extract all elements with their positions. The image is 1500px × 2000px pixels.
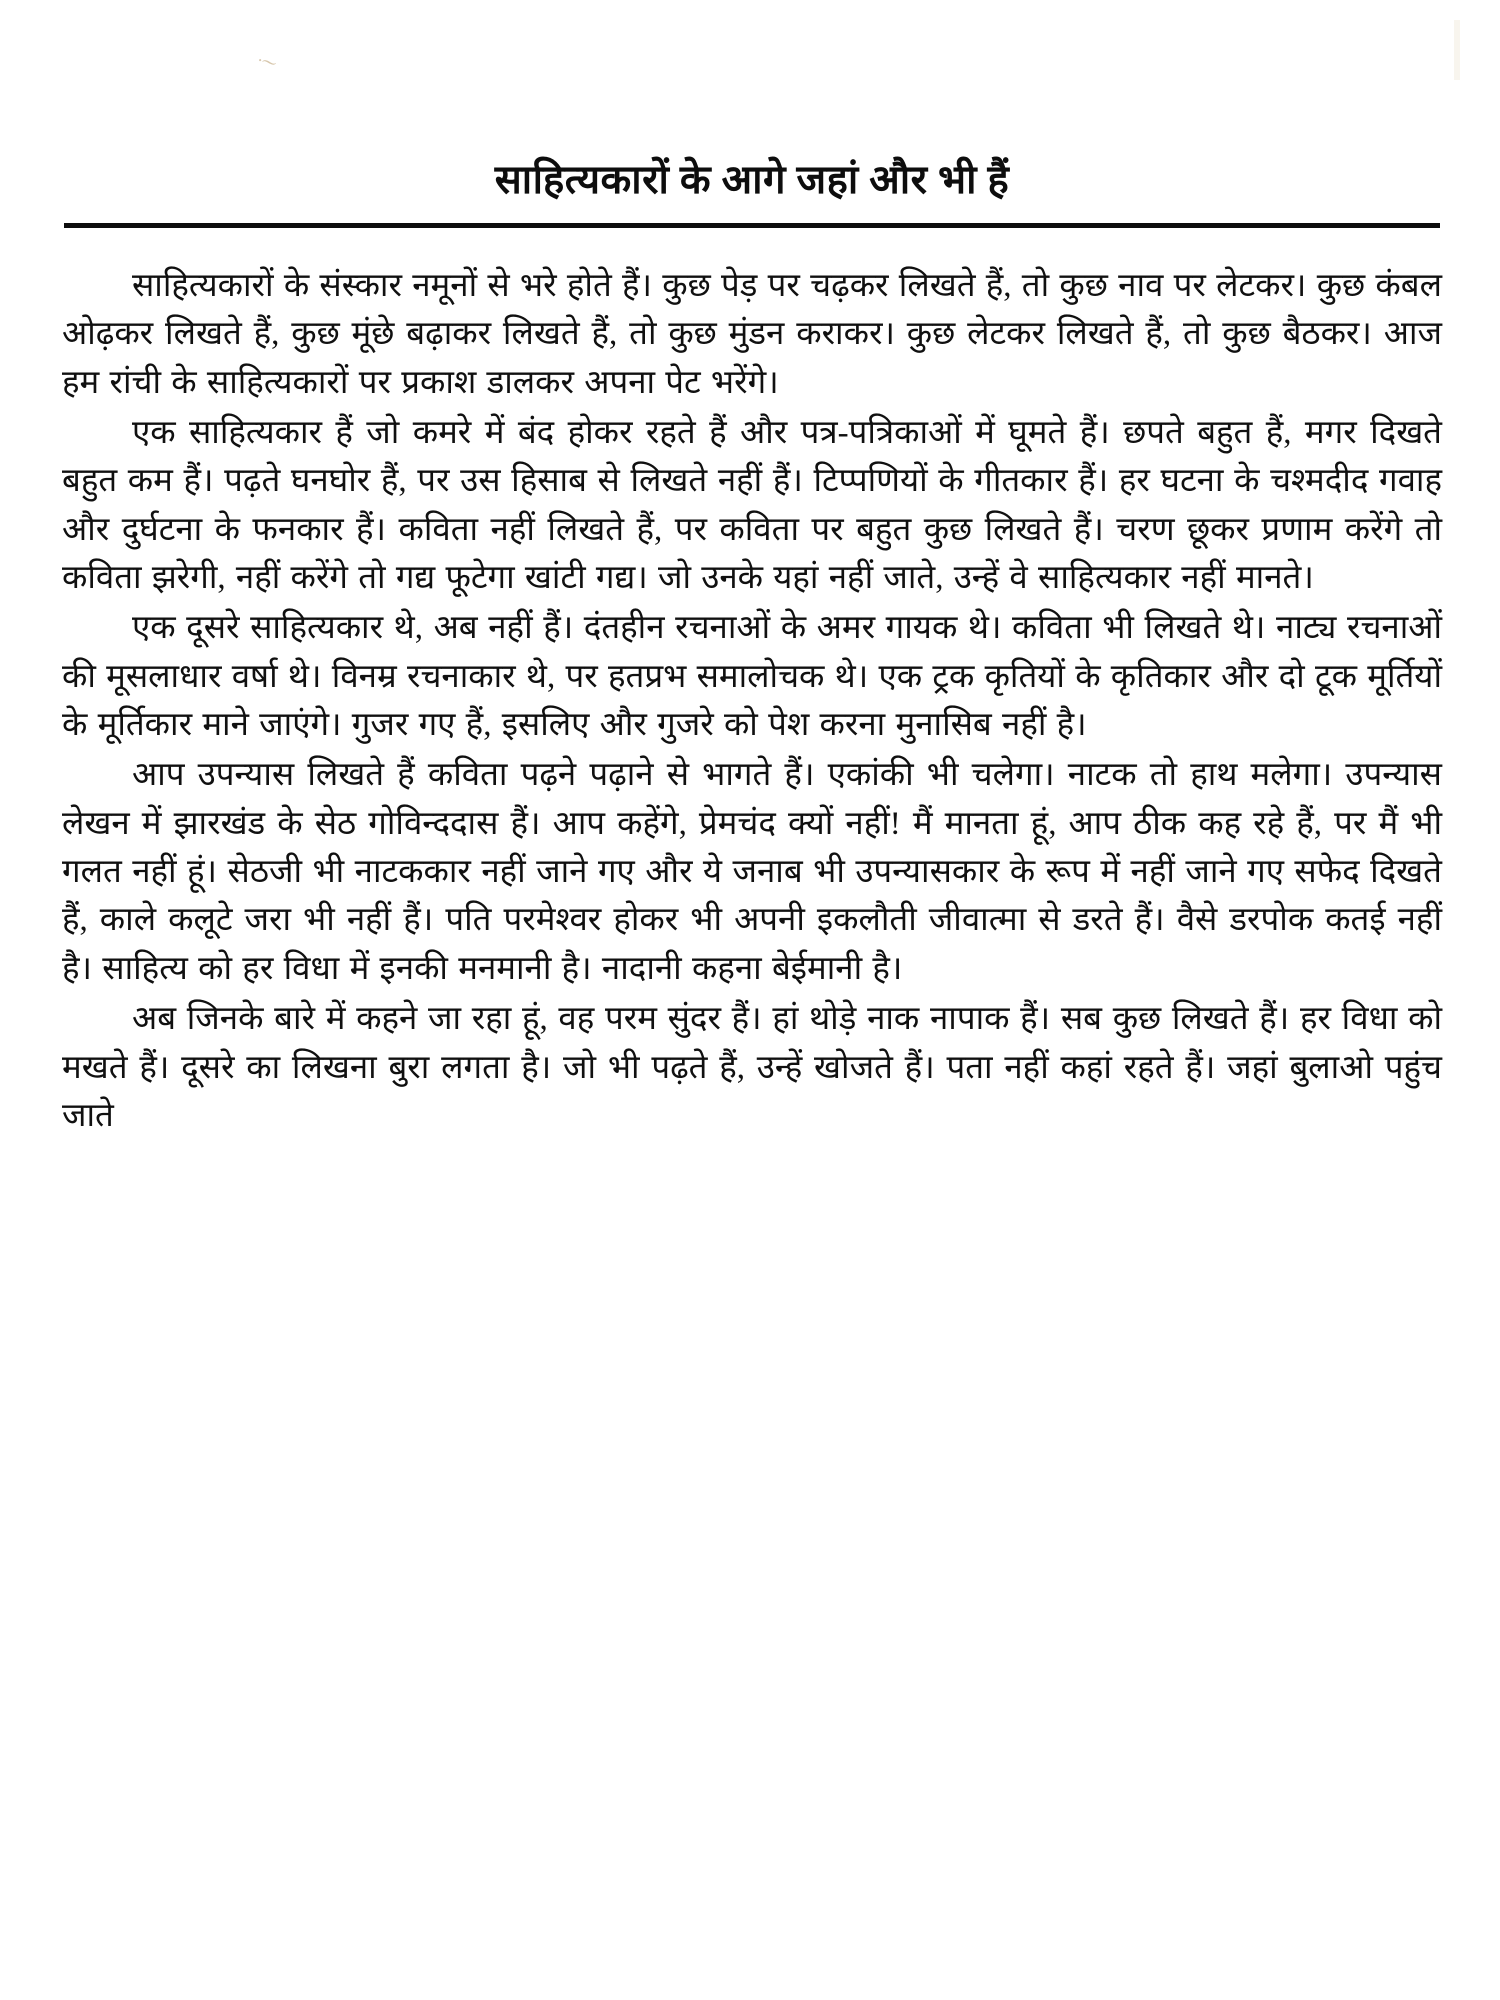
scan-artifact-mark: ˙͠ [252,54,265,78]
paragraph: आप उपन्यास लिखते हैं कविता पढ़ने पढ़ाने से भागते हैं। एकांकी भी चलेगा। नाटक तो हाथ मलेगा। उपन्यास लेखन में झारखंड के सेठ गोविन्ददास हैं। आप कहेंगे, प्रेमचंद क्यों नहीं! मैं मानता हूं, आप ठीक कह रहे हैं, पर मैं भी गलत नहीं हूं। सेठजी भी नाटककार नहीं जाने गए और ये जनाब भी उपन्यासकार के रूप में नहीं जाने गए सफेद दिखते हैं, काले कलूटे जरा भी नहीं हैं। पति परमेश्वर होकर भी अपनी इकलौती जीवात्मा से डरते हैं। वैसे डरपोक कतई नहीं है। साहित्य को हर विधा में इनकी मनमानी है। नादानी कहना बेईमानी है। [62,757,1442,987]
article-body [62,262,1442,1140]
paragraph: साहित्यकारों के संस्कार नमूनों से भरे होते हैं। कुछ पेड़ पर चढ़कर लिखते हैं, तो कुछ नाव पर लेटकर। कुछ कंबल ओढ़कर लिखते हैं, कुछ मूंछे बढ़ाकर लिखते हैं, तो कुछ मुंडन कराकर। कुछ लेटकर लिखते हैं, तो कुछ बैठकर। आज हम रांची के साहित्यकारों पर प्रकाश डालकर अपना पेट भरेंगे। [62,268,1442,401]
page-title: साहित्यकारों के आगे जहां और भी हैं [494,157,1010,202]
paragraph: एक दूसरे साहित्यकार थे, अब नहीं हैं। दंतहीन रचनाओं के अमर गायक थे। कविता भी लिखते थे। नाट्य रचनाओं की मूसलाधार वर्षा थे। विनम्र रचनाकार थे, पर हतप्रभ समालोचक थे। एक ट्रक कृतियों के कृतिकार और दो टूक मूर्तियों के मूर्तिकार माने जाएंगे। गुजर गए हैं, इसलिए और गुजरे को पेश करना मुनासिब नहीं है। [62,610,1442,744]
paragraph: अब जिनके बारे में कहने जा रहा हूं, वह परम सुंदर हैं। हां थोड़े नाक नापाक हैं। सब कुछ लिखते हैं। हर विधा को मखते हैं। दूसरे का लिखना बुरा लगता है। जो भी पढ़ते हैं, उन्हें खोजते हैं। पता नहीं कहां रहते हैं। जहां बुलाओ पहुंच जाते [62,1001,1442,1134]
title-divider [64,223,1440,228]
scan-artifact-edge [1454,20,1460,80]
paragraph: एक साहित्यकार हैं जो कमरे में बंद होकर रहते हैं और पत्र-पत्रिकाओं में घूमते हैं। छपते बहुत हैं, मगर दिखते बहुत कम हैं। पढ़ते घनघोर हैं, पर उस हिसाब से लिखते नहीं हैं। टिप्पणियों के गीतकार हैं। हर घटना के चश्मदीद गवाह और दुर्घटना के फनकार हैं। कविता नहीं लिखते हैं, पर कविता पर बहुत कुछ लिखते हैं। चरण छूकर प्रणाम करेंगे तो कविता झरेगी, नहीं करेंगे तो गद्य फूटेगा खांटी गद्य। जो उनके यहां नहीं जाते, उन्हें वे साहित्यकार नहीं मानते। [62,415,1442,597]
